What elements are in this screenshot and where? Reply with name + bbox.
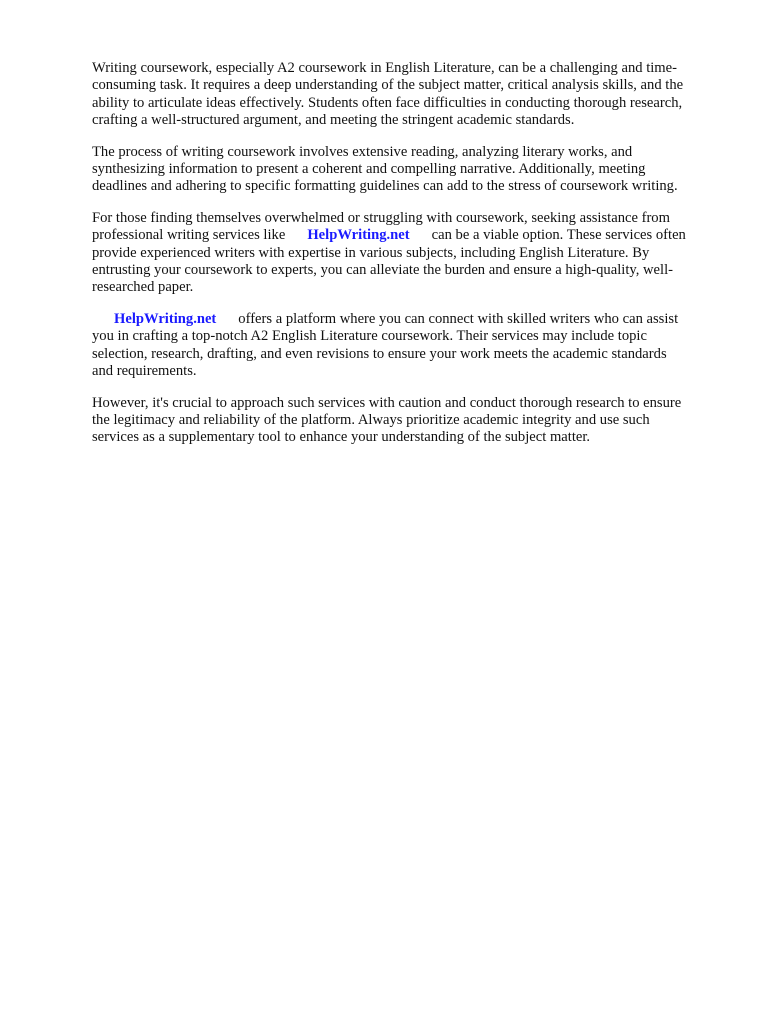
text-line-with-link: [92, 311, 732, 328]
text-line: However, it's crucial to approach such services with caution and conduct thorough research to ensure: [92, 394, 682, 411]
text-segment: professional writing services like: [92, 227, 286, 244]
text-segment: offers a platform where you can connect with skilled writers who can assist: [238, 310, 679, 327]
paragraph-intro: [92, 60, 732, 130]
text-line: you in crafting a top-notch A2 English Literature coursework. Their services may include topic: [92, 328, 647, 345]
paragraph-platform: [92, 311, 732, 381]
helpwriting-link-lead[interactable]: HelpWriting.net: [114, 310, 217, 327]
text-line: Writing coursework, especially A2 coursework in English Literature, can be a challenging and time-: [92, 60, 677, 76]
text-line: and requirements.: [92, 363, 197, 380]
helpwriting-link-inline[interactable]: HelpWriting.net: [307, 227, 410, 244]
paragraph-process: [92, 144, 732, 196]
paragraph-assistance: [92, 210, 732, 297]
text-line: For those finding themselves overwhelmed or struggling with coursework, seeking assistance from: [92, 209, 670, 226]
text-line-with-link: [92, 227, 732, 244]
text-line: crafting a well-structured argument, and meeting the stringent academic standards.: [92, 112, 575, 129]
text-line: selection, research, drafting, and even revisions to ensure your work meets the academic standards: [92, 345, 667, 362]
document-body: [92, 60, 732, 461]
text-line: The process of writing coursework involves extensive reading, analyzing literary works, and: [92, 143, 633, 160]
paragraph-caution: [92, 395, 732, 447]
text-line: ability to articulate ideas effectively. Students often face difficulties in conducting thorough research,: [92, 94, 683, 111]
text-line: synthesizing information to present a coherent and compelling narrative. Additionally, meeting: [92, 161, 646, 178]
text-line: consuming task. It requires a deep understanding of the subject matter, critical analysis skills, and the: [92, 77, 684, 94]
text-line: services as a supplementary tool to enhance your understanding of the subject matter.: [92, 429, 591, 446]
text-segment: can be a viable option. These services often: [431, 227, 686, 244]
text-line: the legitimacy and reliability of the platform. Always prioritize academic integrity and use such: [92, 411, 650, 428]
text-line: entrusting your coursework to experts, you can alleviate the burden and ensure a high-quality, well-: [92, 262, 673, 279]
text-line: deadlines and adhering to specific formatting guidelines can add to the stress of coursework writing.: [92, 178, 678, 195]
text-line: researched paper.: [92, 279, 194, 296]
text-line: provide experienced writers with expertise in various subjects, including English Literature. By: [92, 244, 650, 261]
